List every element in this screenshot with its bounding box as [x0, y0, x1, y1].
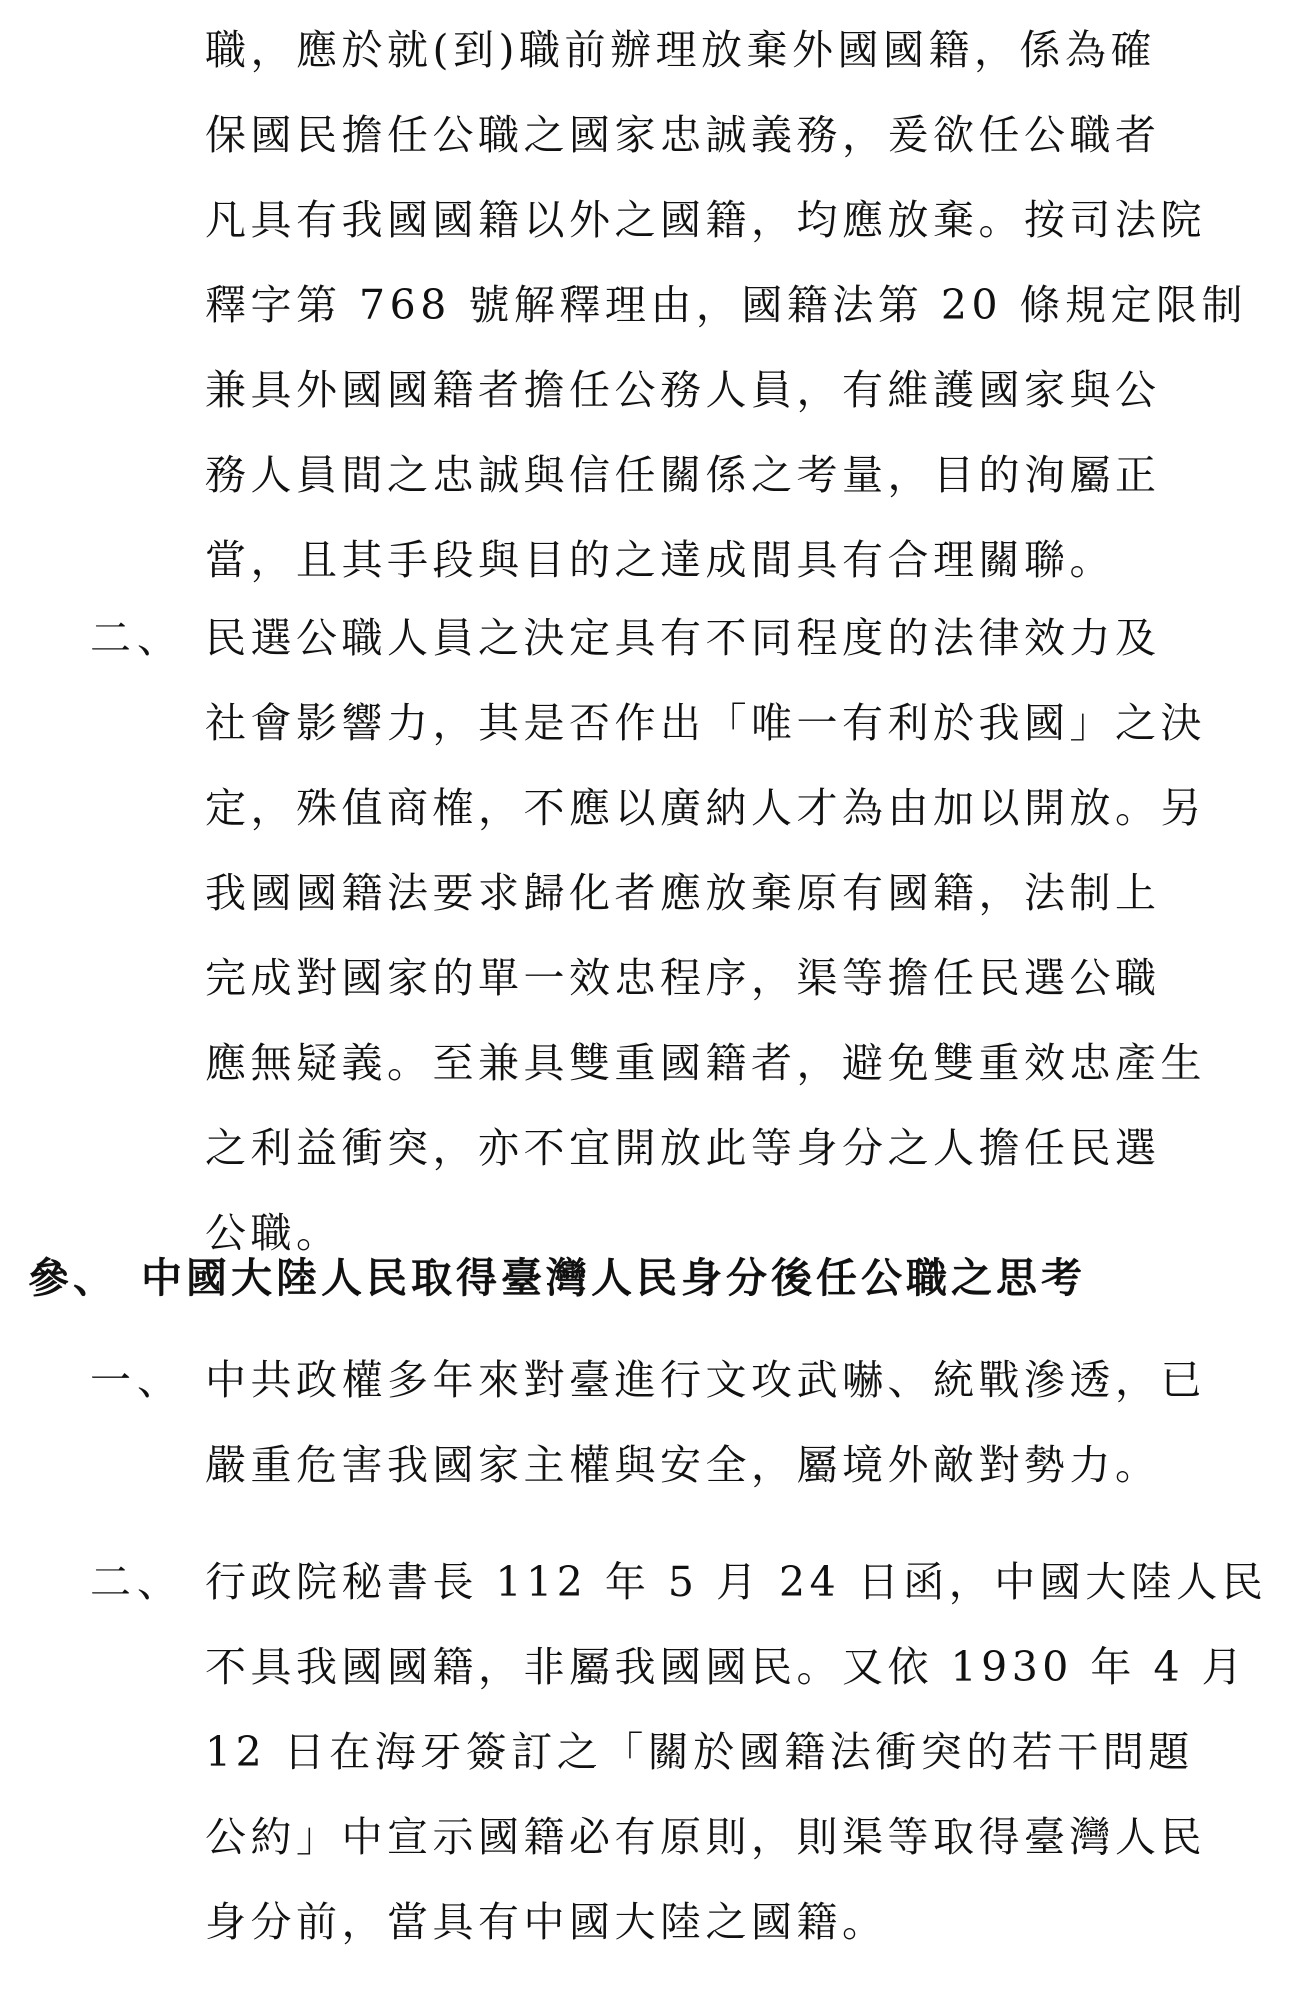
section-heading: [28, 1236, 1268, 1321]
text-line: 公職。: [205, 1209, 342, 1257]
list-item-paragraph: [205, 1338, 1275, 1508]
text-line: 兼具外國國籍者擔任公務人員，有維護國家與公: [205, 366, 1161, 414]
text-line: 完成對國家的單一效忠程序，渠等擔任民選公職: [205, 954, 1161, 1002]
text-line: 定，殊值商榷，不應以廣納人才為由加以開放。另: [205, 784, 1206, 832]
text-line: 凡具有我國國籍以外之國籍，均應放棄。按司法院: [205, 196, 1206, 244]
text-line: 釋字第 768 號解釋理由，國籍法第 20 條規定限制: [205, 281, 1248, 329]
text-line: 應無疑義。至兼具雙重國籍者，避免雙重效忠產生: [205, 1039, 1206, 1087]
text-line: 中共政權多年來對臺進行文攻武嚇、統戰滲透，已: [205, 1356, 1206, 1404]
text-line: 不具我國國籍，非屬我國國民。又依 1930 年 4 月: [205, 1643, 1248, 1691]
list-item-paragraph: [205, 596, 1275, 1276]
text-line: 之利益衝突，亦不宜開放此等身分之人擔任民選: [205, 1124, 1161, 1172]
continued-paragraph: [205, 8, 1275, 603]
text-line: 公約」中宣示國籍必有原則，則渠等取得臺灣人民: [205, 1813, 1206, 1861]
text-line: 職，應於就(到)職前辦理放棄外國國籍，係為確: [205, 26, 1156, 74]
list-marker: 一、: [90, 1356, 184, 1404]
list-marker: 二、: [90, 1558, 184, 1606]
text-line: 我國國籍法要求歸化者應放棄原有國籍，法制上: [205, 869, 1161, 917]
text-line: 務人員間之忠誠與信任關係之考量，目的洵屬正: [205, 451, 1161, 499]
text-line: 12 日在海牙簽訂之「關於國籍法衝突的若干問題: [205, 1728, 1194, 1776]
text-line: 身分前，當具有中國大陸之國籍。: [205, 1898, 888, 1946]
text-line: 社會影響力，其是否作出「唯一有利於我國」之決: [205, 699, 1206, 747]
text-line: 保國民擔任公職之國家忠誠義務，爰欲任公職者: [205, 111, 1161, 159]
list-item-paragraph: [205, 1540, 1275, 1965]
text-line: 民選公職人員之決定具有不同程度的法律效力及: [205, 614, 1161, 662]
text-line: 行政院秘書長 112 年 5 月 24 日函，中國大陸人民: [205, 1558, 1268, 1606]
section-marker: 參、: [28, 1254, 118, 1302]
section-title: 中國大陸人民取得臺灣人民身分後任公職之思考: [141, 1254, 1086, 1302]
text-line: 嚴重危害我國家主權與安全，屬境外敵對勢力。: [205, 1441, 1161, 1489]
list-marker: 二、: [90, 614, 184, 662]
text-line: 當，且其手段與目的之達成間具有合理關聯。: [205, 536, 1115, 584]
